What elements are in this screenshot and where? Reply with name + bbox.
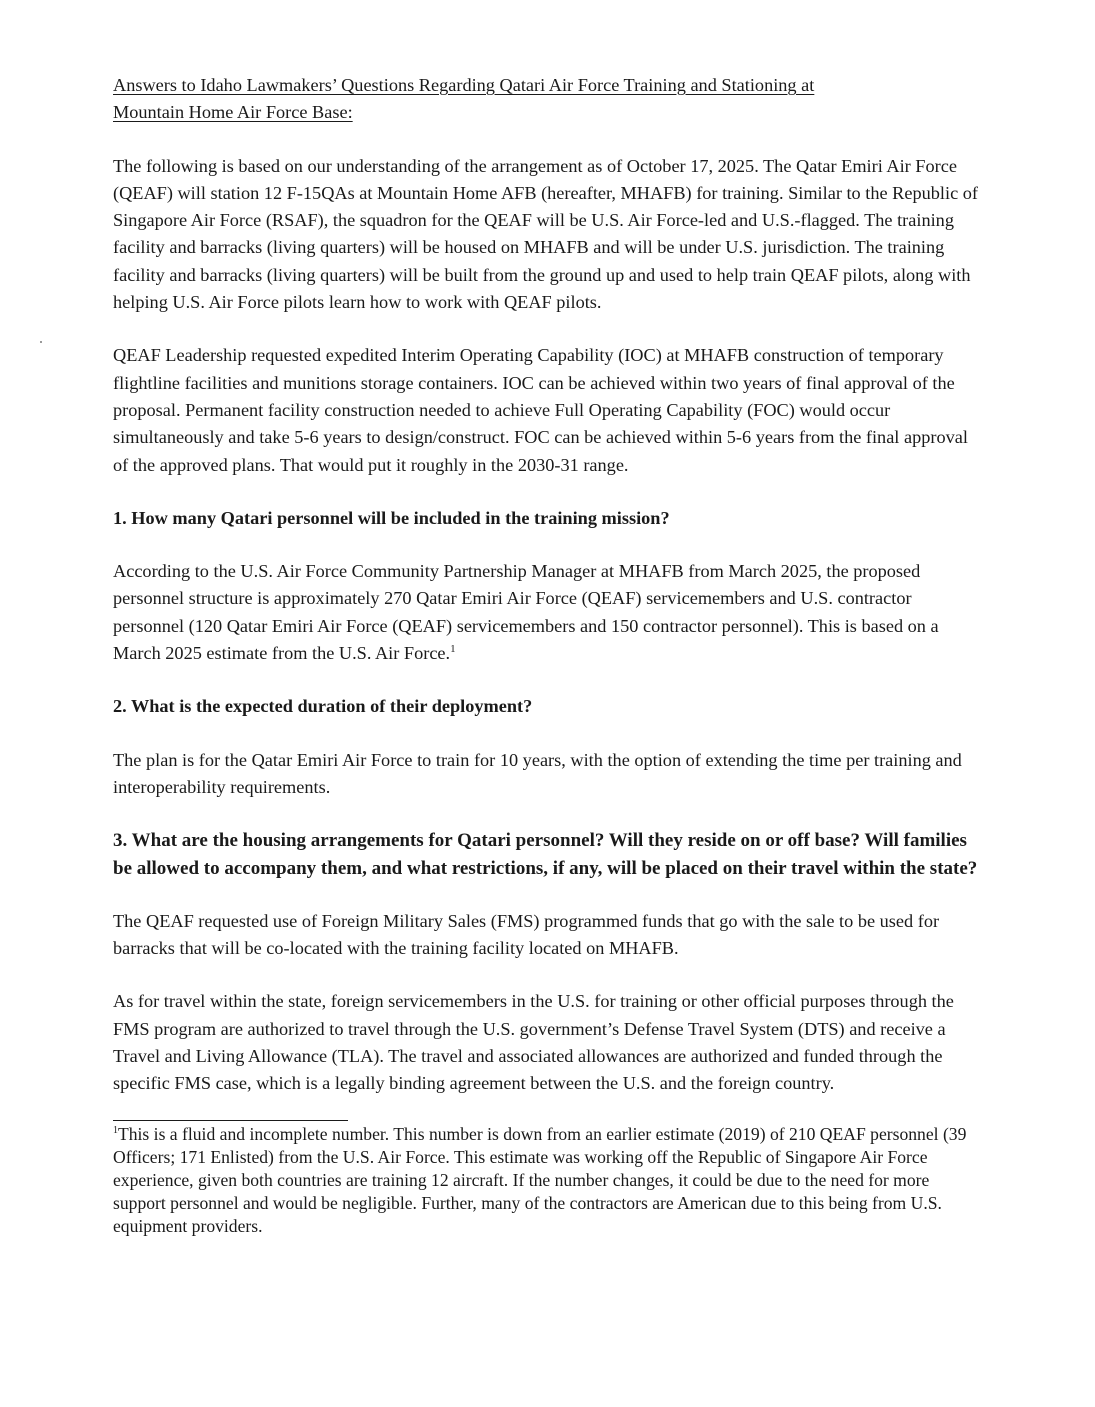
question-3-heading: 3. What are the housing arrangements for Qatari personnel? Will they reside on or off base? Will families be allowed to accompany them, and what restrictions, if any, will be placed on their travel within the state?: [113, 830, 978, 879]
question-1-heading: 1. How many Qatari personnel will be included in the training mission?: [113, 507, 670, 528]
document-title-line-2: Mountain Home Air Force Base:: [113, 102, 353, 123]
document-title: [113, 72, 983, 127]
footnote-reference: 1: [450, 642, 456, 655]
question-1-answer-text: According to the U.S. Air Force Community Partnership Manager at MHAFB from March 2025, the proposed personnel structure is approximately 270 Qatar Emiri Air Force (QEAF) servicemembers and U.S. contractor personnel (120 Qatar Emiri Air Force (QEAF) servicemembers and 150 contractor personnel). This is based on a March 2025 estimate from the U.S. Air Force.: [113, 561, 939, 664]
footnote-text: This is a fluid and incomplete number. This number is down from an earlier estimate (2019) of 210 QEAF personnel (39 Officers; 171 Enlisted) from the U.S. Air Force. This estimate was working off the Republic of Singapore Air Force experience, given both countries are training 12 aircraft. If the number changes, it could be due to the need for more support personnel and would be negligible. Further, many of the contractors are American due to this being from U.S. equipment providers.: [113, 1123, 967, 1236]
question-3-answer-1: The QEAF requested use of Foreign Military Sales (FMS) programmed funds that go with the sale to be used for barracks that will be co-located with the training facility located on MHAFB.: [113, 910, 940, 959]
question-2-heading: 2. What is the expected duration of their deployment?: [113, 696, 533, 717]
intro-paragraph-1: The following is based on our understanding of the arrangement as of October 17, 2025. The Qatar Emiri Air Force (QEAF) will station 12 F-15QAs at Mountain Home AFB (hereafter, MHAFB) for training. Similar to the Republic of Singapore Air Force (RSAF), the squadron for the QEAF will be U.S. Air Force-led and U.S.-flagged. The training facility and barracks (living quarters) will be housed on MHAFB and will be under U.S. jurisdiction. The training facility and barracks (living quarters) will be built from the ground up and used to help train QEAF pilots, along with helping U.S. Air Force pilots learn how to work with QEAF pilots.: [113, 155, 978, 313]
intro-paragraph-2: QEAF Leadership requested expedited Interim Operating Capability (IOC) at MHAFB construction of temporary flightline facilities and munitions storage containers. IOC can be achieved within two years of final approval of the proposal. Permanent facility construction needed to achieve Full Operating Capability (FOC) would occur simultaneously and take 5-6 years to design/construct. FOC can be achieved within 5-6 years from the final approval of the approved plans. That would put it roughly in the 2030-31 range.: [113, 345, 968, 475]
question-3-answer-2: As for travel within the state, foreign servicemembers in the U.S. for training or other official purposes through the FMS program are authorized to travel through the U.S. government’s Defense Travel System (DTS) and receive a Travel and Living Allowance (TLA). The travel and associated allowances are authorized and funded through the specific FMS case, which is a legally binding agreement between the U.S. and the foreign country.: [113, 991, 954, 1094]
document-title-line-1: Answers to Idaho Lawmakers’ Questions Regarding Qatari Air Force Training and Stationing at: [113, 75, 815, 95]
footnote-marker: 1: [113, 1124, 118, 1136]
footnote-divider: [113, 1120, 348, 1121]
question-2-answer: The plan is for the Qatar Emiri Air Force to train for 10 years, with the option of extending the time per training and interoperability requirements.: [113, 749, 962, 797]
document-page: [113, 72, 983, 1238]
footnote: [113, 1123, 983, 1238]
question-1-answer: [113, 558, 983, 667]
scan-artifact-dot: [40, 341, 42, 343]
